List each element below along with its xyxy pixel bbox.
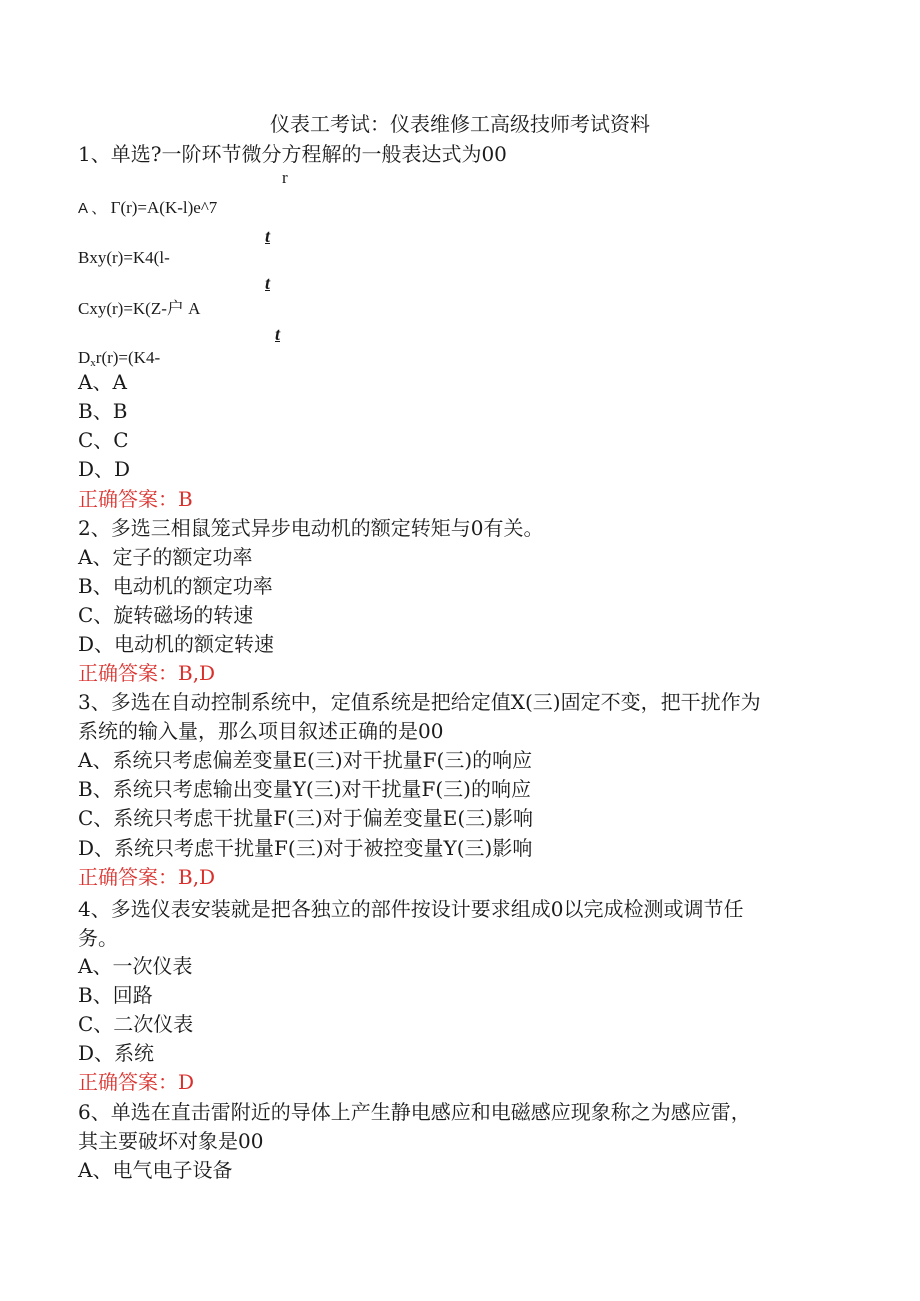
question-3-stem-line-2: 系统的输入量，那么项目叙述正确的是00 — [78, 719, 444, 743]
question-4-stem-line-1: 4、多选仪表安装就是把各独立的部件按设计要求组成0以完成检测或调节任 — [78, 897, 744, 921]
formula-option-a-expression: Γ(r)=A(K-l)e^7 — [110, 198, 218, 217]
formula-d-rest: r(r)=(K4- — [95, 348, 161, 367]
question-4-option-d: D、系统 — [78, 1041, 155, 1065]
question-1-stem: 1、单选?一阶环节微分方程解的一般表达式为00 — [78, 142, 507, 166]
question-4-answer: 正确答案：D — [78, 1070, 195, 1094]
question-6-option-a: A、电气电子设备 — [78, 1158, 233, 1182]
formula-option-c: Cxy(r)=K(Z-户 A — [78, 299, 201, 318]
question-2-stem: 2、多选三相鼠笼式异步电动机的额定转矩与0有关。 — [78, 516, 544, 540]
question-3-answer: 正确答案：B,D — [78, 865, 216, 889]
question-1-option-a: A、A — [78, 370, 127, 394]
formula-d-fraction-t: t — [275, 324, 281, 344]
question-2-option-d: D、电动机的额定转速 — [78, 632, 275, 656]
question-2-option-b: B、电动机的额定功率 — [78, 574, 273, 598]
question-2-answer: 正确答案：B,D — [78, 661, 216, 685]
question-3-option-b: B、系统只考虑输出变量Y(三)对干扰量F(三)的响应 — [78, 777, 531, 801]
formula-c-fraction-t: t — [265, 273, 271, 293]
formula-b-fraction-t: t — [265, 226, 271, 246]
question-1-option-d: D、D — [78, 457, 131, 481]
question-4-stem-line-2: 务。 — [78, 926, 118, 950]
question-2-option-c: C、旋转磁场的转速 — [78, 603, 254, 627]
formula-option-b: Bxy(r)=K4(l- — [78, 248, 170, 267]
formula-option-a — [78, 194, 217, 223]
question-6-stem-line-1: 6、单选在直击雷附近的导体上产生静电感应和电磁感应现象称之为感应雷， — [78, 1100, 751, 1124]
question-4-option-a: A、一次仪表 — [78, 954, 193, 978]
question-2-option-a: A、定子的额定功率 — [78, 545, 253, 569]
question-3-option-c: C、系统只考虑干扰量F(三)对于偏差变量E(三)影响 — [78, 806, 533, 830]
formula-d-subscript: x — [90, 357, 96, 369]
document-title: 仪表工考试：仪表维修工高级技师考试资料 — [270, 112, 650, 136]
question-3-option-d: D、系统只考虑干扰量F(三)对于被控变量Y(三)影响 — [78, 836, 533, 860]
formula-option-a-label: A 、 — [78, 200, 107, 217]
question-3-option-a: A、系统只考虑偏差变量E(三)对干扰量F(三)的响应 — [78, 748, 533, 772]
question-4-option-b: B、回路 — [78, 983, 153, 1007]
formula-a-exponent-r: r — [282, 168, 288, 187]
question-6-stem-line-2: 其主要破坏对象是00 — [78, 1129, 264, 1153]
question-3-stem-line-1: 3、多选在自动控制系统中，定值系统是把给定值X(三)固定不变，把干扰作为 — [78, 690, 761, 714]
formula-d-prefix: D — [78, 348, 91, 367]
question-1-option-c: C、C — [78, 428, 129, 452]
question-4-option-c: C、二次仪表 — [78, 1012, 194, 1036]
question-1-answer: 正确答案：B — [78, 487, 193, 511]
question-1-option-b: B、B — [78, 399, 128, 423]
